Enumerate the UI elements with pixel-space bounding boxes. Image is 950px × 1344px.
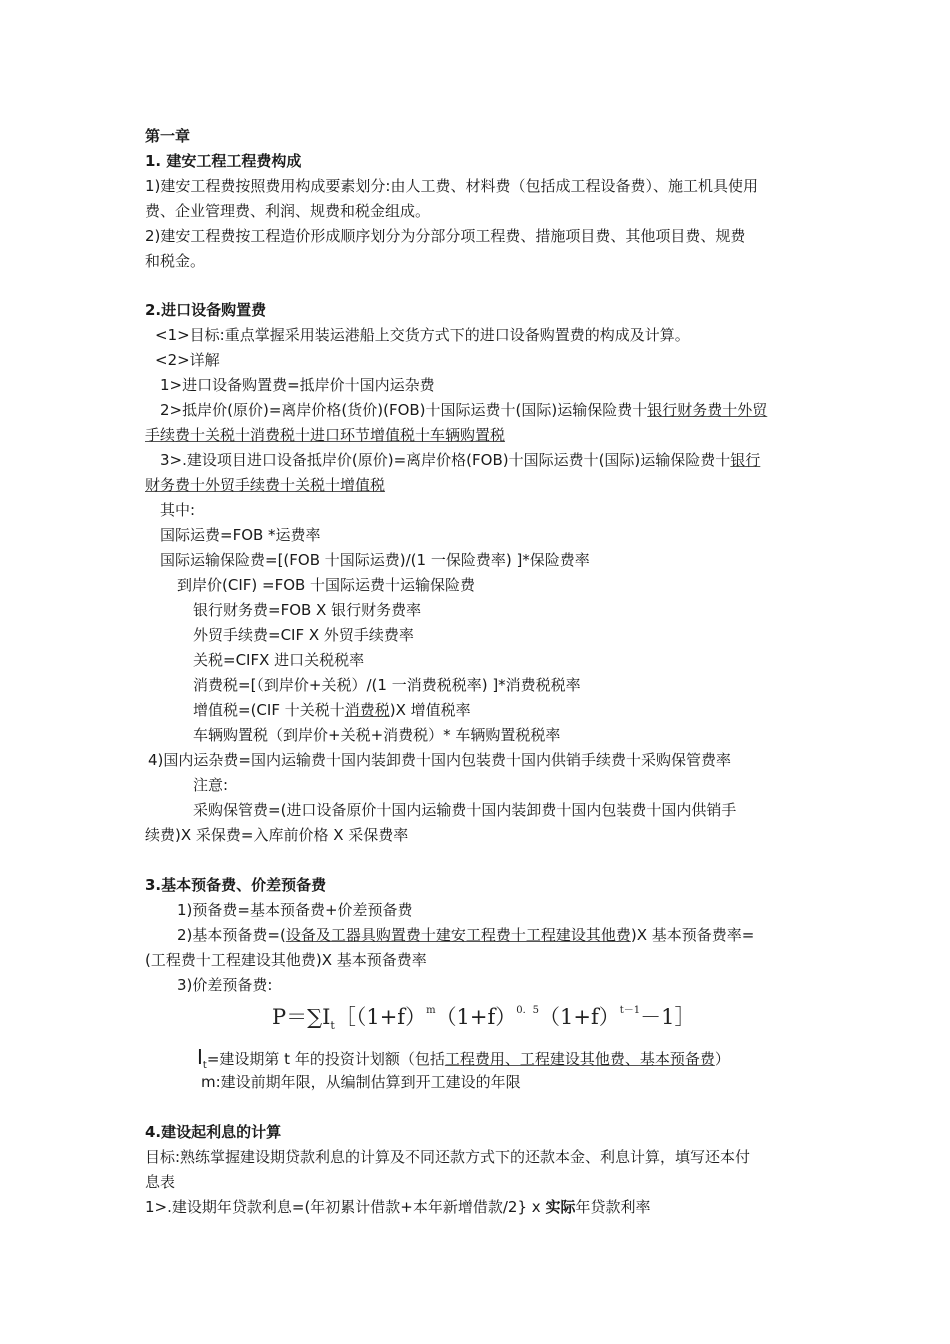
s4-formula-text-a: 1>.建设期年贷款利息=(年初累计借款+本年新增借款/2} x — [145, 1198, 546, 1216]
s4-formula-1 — [145, 1195, 650, 1220]
formula-part-3: （1+f） — [539, 1005, 620, 1029]
s2-item-2-text: 2>抵岸价(原价)=离岸价格(货价)(FOB)十国际运费十(国际)运输保险费十 — [160, 401, 648, 419]
s2-note-line-2: 续费)X 采保费=入库前价格 X 采保费率 — [145, 826, 409, 844]
s3-item-2-text-a: 2)基本预备费=( — [177, 926, 286, 944]
chapter-title: 第一章 — [145, 127, 191, 145]
s2-item-3-underlined: 银行 — [730, 451, 761, 469]
s3-item-2-text-c: )X 基本预备费率= — [630, 926, 755, 944]
s4-goal-line-2: 息表 — [145, 1173, 176, 1191]
s3-item-3: 3)价差预备费: — [177, 976, 273, 994]
s2-item-3-line-1 — [160, 448, 760, 473]
s2-formula-cif: 到岸价(CIF) =FOB 十国际运费十运输保险费 — [177, 576, 476, 594]
s2-item-4: 4)国内运杂费=国内运输费十国内装卸费十国内包装费十国内供销手续费十采购保管费率 — [148, 751, 731, 769]
s3-item-2-underlined: 设备及工器具购置费十建安工程费十工程建设其他费 — [285, 926, 631, 944]
formula-part-1: ［（1+f） — [334, 1005, 427, 1029]
s2-item-3-line-2: 财务费十外贸手续费十关税十增值税 — [145, 476, 386, 494]
s4-formula-bold: 实际 — [545, 1198, 576, 1216]
s2-formula-intl-freight: 国际运费=FOB *运费率 — [160, 526, 321, 544]
formula-part-4: －1］ — [640, 1005, 696, 1029]
s2-where-label: 其中: — [160, 501, 196, 519]
s4-goal-line-1: 目标:熟练掌握建设期贷款利息的计算及不同还款方式下的还款本金、利息计算，填写还本付 — [145, 1148, 751, 1166]
s1-paragraph-2-line-1: 2)建安工程费按工程造价形成顺序划分为分部分项工程费、措施项目费、其他项目费、规费 — [145, 227, 746, 245]
s1-paragraph-2-line-2: 和税金。 — [145, 252, 206, 270]
s2-vat-text-c: )X 增值税率 — [389, 701, 471, 719]
s2-goal: <1>目标:重点掌握采用装运港船上交货方式下的进口设备购置费的构成及计算。 — [155, 326, 690, 344]
s2-vat-underlined: 消费税 — [344, 701, 390, 719]
s3-item-2-line-1 — [177, 923, 754, 948]
section-3-heading: 3.基本预备费、价差预备费 — [145, 876, 327, 894]
s3-item-1: 1)预备费=基本预备费+价差预备费 — [177, 901, 413, 919]
s2-note-line-1: 采购保管费=(进口设备原价十国内运输费十国内装卸费十国内包装费十国内供销手 — [193, 801, 737, 819]
formula-sub-t: t — [330, 1019, 335, 1033]
s2-item-2-line-1 — [160, 398, 767, 423]
s2-item-1: 1>进口设备购置费=抵岸价十国内运杂费 — [160, 376, 435, 394]
s2-note-label: 注意: — [193, 776, 229, 794]
it-subscript: t — [202, 1060, 207, 1071]
formula-sup-m: m — [426, 1005, 436, 1016]
formula-sup-t-minus-1: t－1 — [619, 1005, 641, 1016]
s1-paragraph-1-line-2: 费、企业管理费、利润、规费和税金组成。 — [145, 202, 431, 220]
it-text-a: =建设期第 t 年的投资计划额（包括 — [206, 1050, 445, 1068]
s3-item-2-line-2: (工程费十工程建设其他费)X 基本预备费率 — [145, 951, 427, 969]
s2-vat-text-a: 增值税=(CIF 十关税十 — [193, 701, 345, 719]
s2-formula-vehicle-tax: 车辆购置税（到岸价+关税+消费税）* 车辆购置税税率 — [193, 726, 561, 744]
s3-m-definition: m:建设前期年限，从编制估算到开工建设的年限 — [201, 1073, 521, 1091]
price-contingency-formula — [272, 1000, 696, 1034]
it-underlined: 工程费用、工程建设其他费、基本预备费 — [444, 1050, 715, 1068]
s1-paragraph-1-line-1: 1)建安工程费按照费用构成要素划分:由人工费、材料费（包括成工程设备费）、施工机具使用 — [145, 177, 758, 195]
formula-part-2: （1+f） — [435, 1005, 517, 1029]
it-text-c: ） — [714, 1050, 730, 1068]
s2-detail-label: <2>详解 — [155, 351, 220, 369]
formula-sup-half: 0．5 — [516, 1005, 540, 1016]
s2-item-2-line-2: 手续费十关税十消费税十进口环节增值税十车辆购置税 — [145, 426, 506, 444]
s2-formula-vat — [193, 698, 471, 723]
s2-formula-insurance: 国际运输保险费=[(FOB 十国际运费)/(1 一保险费率) ]*保险费率 — [160, 551, 590, 569]
section-1-heading: 1. 建安工程工程费构成 — [145, 152, 302, 170]
s2-item-2-underlined: 银行财务费十外贸 — [647, 401, 768, 419]
section-4-heading: 4.建设起利息的计算 — [145, 1123, 282, 1141]
s2-formula-bank-fee: 银行财务费=FOB X 银行财务费率 — [193, 601, 422, 619]
s2-formula-tariff: 关税=CIFX 进口关税税率 — [193, 651, 365, 669]
s2-item-3-text: 3>.建设项目进口设备抵岸价(原价)=离岸价格(FOB)十国际运费十(国际)运输保险费十 — [160, 451, 731, 469]
s2-formula-trade-fee: 外贸手续费=CIF X 外贸手续费率 — [193, 626, 414, 644]
formula-lhs: P＝∑I — [272, 1005, 331, 1029]
s2-formula-consumption-tax: 消费税=[（到岸价+关税）/(1 一消费税税率) ]*消费税税率 — [193, 676, 581, 694]
section-2-heading: 2.进口设备购置费 — [145, 301, 267, 319]
s4-formula-text-c: 年贷款利率 — [575, 1198, 651, 1216]
it-letter: I — [197, 1045, 203, 1069]
